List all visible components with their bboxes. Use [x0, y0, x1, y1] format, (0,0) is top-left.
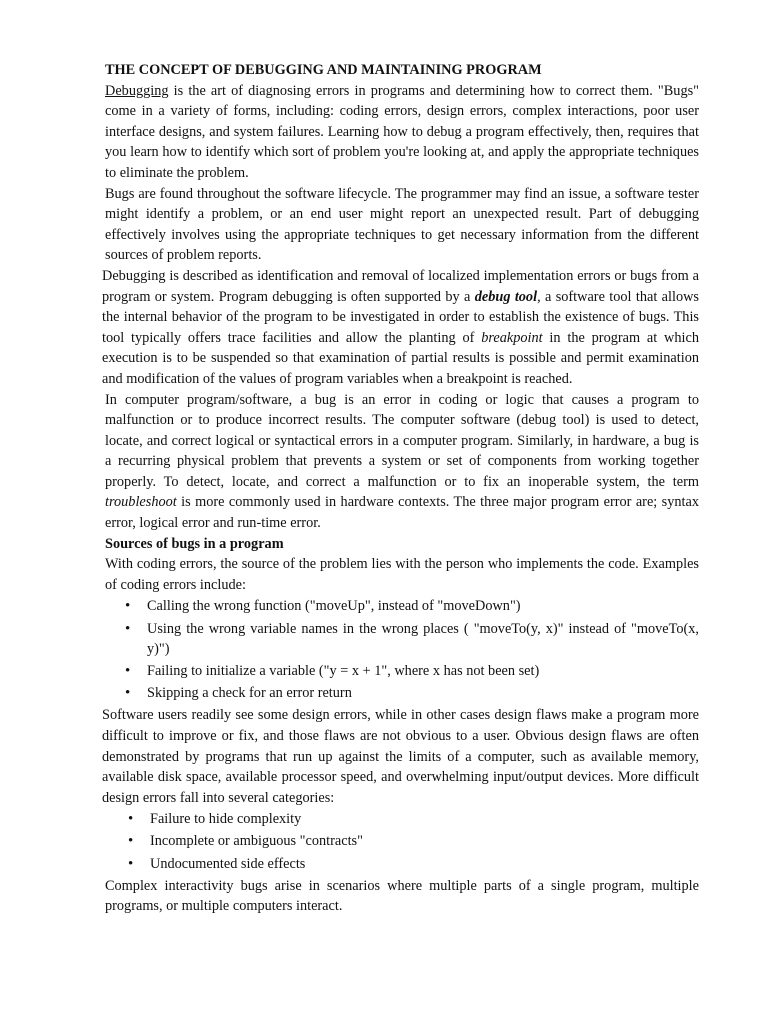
- term-troubleshoot: troubleshoot: [105, 494, 177, 511]
- paragraph-4-text-b: is more commonly used in hardware contexts. The three major program error are; syntax error, logical error and run-time error.: [105, 494, 699, 532]
- paragraph-interactivity-bugs: Complex interactivity bugs arise in scenarios where multiple parts of a single program, multiple programs, or multiple computers interact.: [105, 877, 699, 915]
- paragraph-3-text-a: Debugging is described as identification and removal of localized implementation errors or bugs from a program or system. Program debugging is often supported by a: [102, 267, 699, 305]
- term-breakpoint: breakpoint: [481, 329, 543, 346]
- paragraph-design-errors: Software users readily see some design errors, while in other cases design flaws make a program more difficult to improve or fix, and those flaws are not obvious to a user. Obvious design flaws are often demonstrated by programs that run up against the limits of a computer, such as available memory, available disk space, available processor speed, and overwhelming input/output devices. More difficult design errors fall into several categories:: [102, 707, 699, 806]
- list-item: • Failure to hide complexity: [150, 809, 699, 830]
- paragraph-3-text-b: , a software tool that allows the internal behavior of the program to be investigated in order to establish the existence of bugs. This tool typically offers trace facilities and allow the planting of: [102, 288, 699, 346]
- term-debugging: Debugging: [105, 82, 169, 99]
- coding-errors-list: [105, 596, 699, 703]
- paragraph-software-lifecycle: Bugs are found throughout the software lifecycle. The programmer may find an issue, a software tester might identify a problem, or an end user might report an unexpected result. Part of debugging effectively involves using the appropriate techniques to get necessary information from the different sources of problem reports.: [105, 185, 699, 264]
- paragraph-debug-tool: [102, 266, 699, 390]
- paragraph-debugging-definition: [105, 81, 699, 184]
- list-item: • Skipping a check for an error return: [147, 683, 699, 704]
- list-item: • Undocumented side effects: [150, 854, 699, 875]
- paragraph-1-text: is the art of diagnosing errors in programs and determining how to correct them. "Bugs" come in a variety of forms, including: coding errors, design errors, complex interactions, poor user interface designs, and system failures. Learning how to debug a program effectively, then, requires that you learn how to identify which sort of problem you're looking at, and apply the appropriate techniques to eliminate the problem.: [105, 82, 699, 181]
- list-item: • Using the wrong variable names in the wrong places ( "moveTo(y, x)" instead of "moveTo(x, y)"): [147, 619, 699, 660]
- document-body: [102, 60, 699, 917]
- paragraph-bug-definition: [105, 390, 699, 534]
- list-item: • Incomplete or ambiguous "contracts": [150, 831, 699, 852]
- list-item: • Failing to initialize a variable ("y = x + 1", where x has not been set): [147, 661, 699, 682]
- section-heading-sources-of-bugs: Sources of bugs in a program: [105, 535, 284, 552]
- paragraph-3-text-c: in the program at which execution is to be suspended so that examination of partial results is possible and permit examination and modification of the values of program variables when a breakpoint is reached.: [102, 329, 699, 387]
- list-item: • Calling the wrong function ("moveUp", instead of "moveDown"): [147, 596, 699, 617]
- term-debug-tool: debug tool: [474, 288, 538, 305]
- paragraph-4-text-a: In computer program/software, a bug is an error in coding or logic that causes a program to malfunction or to produce incorrect results. The computer software (debug tool) is used to detect, locate, and correct logical or syntactical errors in a computer program. Similarly, in hardware, a bug is a recurring physical problem that prevents a system or set of components from working together properly. To detect, locate, and correct a malfunction or to fix an inoperable system, the term: [105, 391, 699, 490]
- paragraph-coding-errors-intro: With coding errors, the source of the problem lies with the person who implements the code. Examples of coding errors include:: [105, 556, 699, 593]
- design-errors-list: [105, 809, 699, 874]
- document-title: THE CONCEPT OF DEBUGGING AND MAINTAINING PROGRAM: [105, 62, 542, 78]
